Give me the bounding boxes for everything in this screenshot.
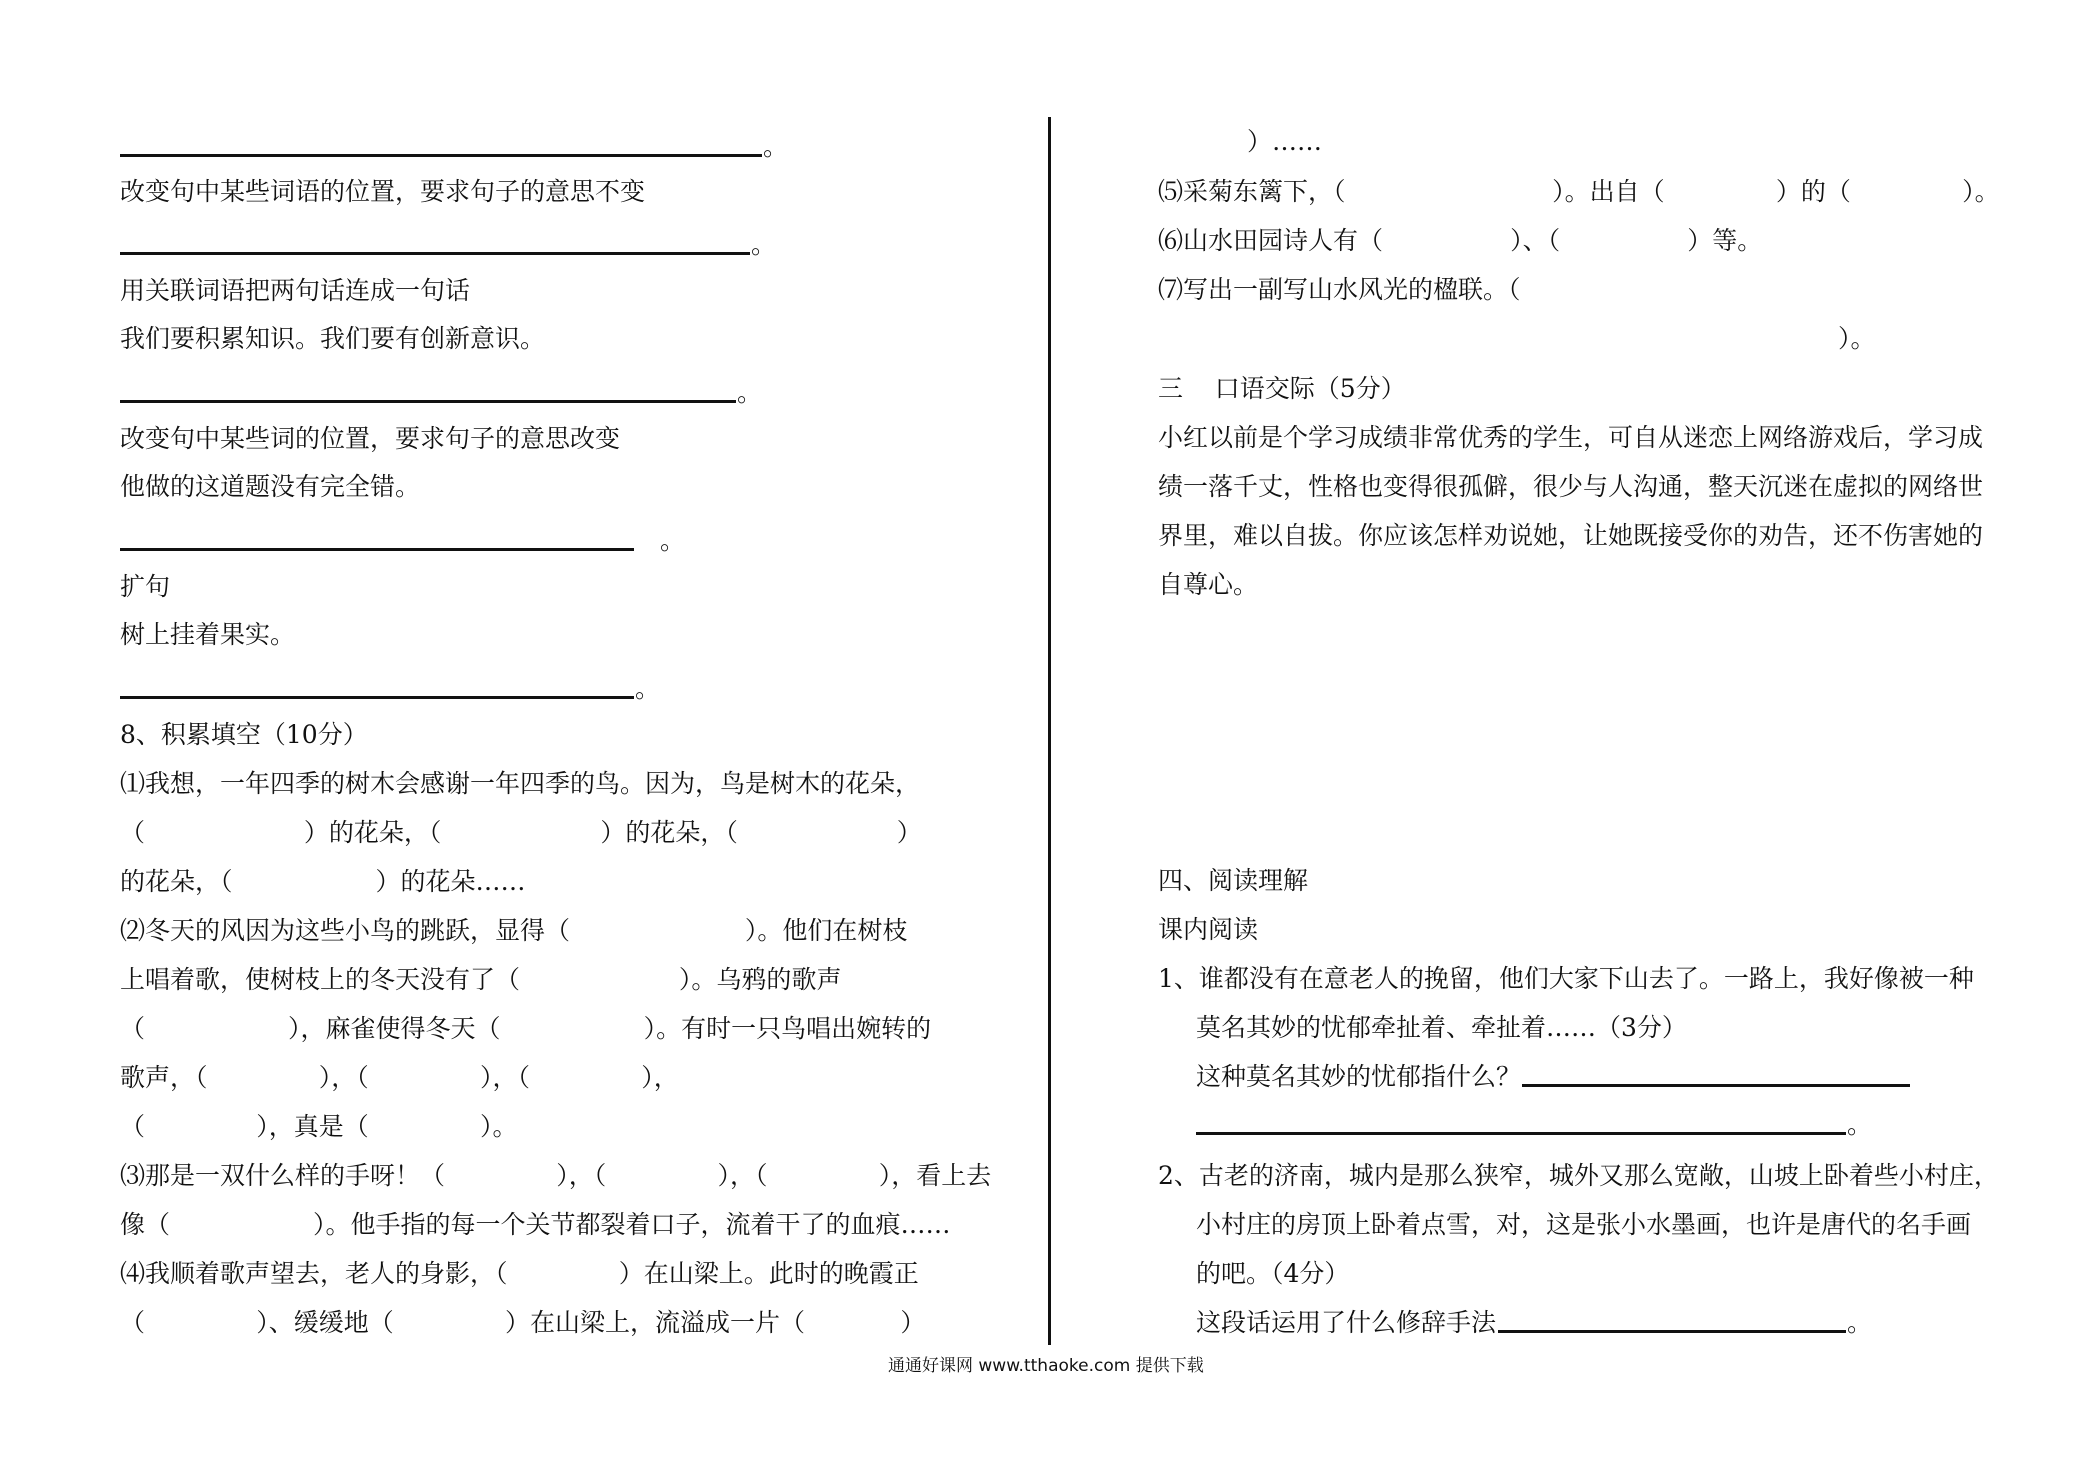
- question-instruction: 改变句中某些词语的位置，要求句子的意思不变: [120, 177, 646, 206]
- fill-in-text: 的花朵，（ ）的花朵……: [120, 867, 526, 896]
- fill-in-text: 像（ ）。他手指的每一个关节都裂着口子，流着干了的血痕……: [120, 1210, 951, 1239]
- question-sentence: 我们要积累知识。我们要有创新意识。: [120, 324, 546, 353]
- question-sentence: 他做的这道题没有完全错。: [120, 472, 421, 501]
- section-heading: 四、阅读理解: [1158, 866, 1309, 895]
- section-heading: 三 口语交际（5分）: [1158, 374, 1406, 403]
- fill-in-text: ）。: [1838, 324, 1876, 353]
- passage-text: 的吧。（4分）: [1196, 1259, 1350, 1288]
- passage-text: 1、谁都没有在意老人的挽留，他们大家下山去了。一路上，我好像被一种: [1158, 964, 1974, 993]
- answer-blank[interactable]: [1498, 1330, 1846, 1333]
- period-text: 。: [763, 132, 789, 161]
- period-text: 。: [635, 674, 661, 703]
- fill-in-text: （ ）、缓缓地（ ）在山梁上，流溢成一片（ ）: [120, 1308, 926, 1337]
- fill-in-text: ⑴我想，一年四季的树木会感谢一年四季的鸟。因为，鸟是树木的花朵，: [120, 769, 921, 798]
- period-text: 。: [737, 378, 763, 407]
- question-text: 这种莫名其妙的忧郁指什么？: [1196, 1062, 1522, 1091]
- answer-blank[interactable]: [120, 400, 736, 403]
- answer-blank[interactable]: [120, 696, 634, 699]
- passage-text: 小红以前是个学习成绩非常优秀的学生，可自从迷恋上网络游戏后，学习成: [1158, 423, 1984, 452]
- fill-in-text: 歌声，（ ），（ ），（ ），: [120, 1063, 679, 1092]
- fill-in-text: （ ）的花朵，（ ）的花朵，（ ）: [120, 818, 922, 847]
- fill-in-text: ）……: [1247, 127, 1323, 156]
- fill-in-text: （ ），真是（ ）。: [120, 1112, 518, 1141]
- column-divider: [1048, 117, 1051, 1345]
- fill-in-text: ⑺写出一副写山水风光的楹联。（: [1158, 275, 1521, 304]
- subsection-heading: 课内阅读: [1158, 915, 1259, 944]
- answer-blank[interactable]: [1522, 1084, 1910, 1087]
- passage-text: 莫名其妙的忧郁牵扯着、牵扯着……（3分）: [1196, 1013, 1687, 1042]
- fill-in-text: ⑶那是一双什么样的手呀！（ ），（ ），（ ），看上去: [120, 1161, 992, 1190]
- fill-in-text: ⑵冬天的风因为这些小鸟的跳跃，显得（ ）。他们在树枝: [120, 916, 908, 945]
- answer-blank[interactable]: [120, 252, 750, 255]
- period-text: 。: [660, 526, 686, 555]
- question-text: 这段话运用了什么修辞手法: [1196, 1308, 1497, 1337]
- fill-in-text: ⑸采菊东篱下，（ ）。出自（ ）的（ ）。: [1158, 177, 2000, 206]
- fill-in-text: （ ），麻雀使得冬天（ ）。有时一只鸟唱出婉转的: [120, 1014, 932, 1043]
- fill-in-text: ⑹山水田园诗人有（ ）、（ ）等。: [1158, 226, 1763, 255]
- answer-blank[interactable]: [120, 548, 634, 551]
- answer-blank[interactable]: [120, 154, 762, 157]
- footer-source: 通通好课网 www.tthaoke.com 提供下载: [888, 1356, 1204, 1376]
- fill-in-text: 上唱着歌，使树枝上的冬天没有了（ ）。乌鸦的歌声: [120, 965, 842, 994]
- question-instruction: 扩句: [120, 572, 171, 601]
- passage-text: 绩一落千丈，性格也变得很孤僻，很少与人沟通，整天沉迷在虚拟的网络世: [1158, 472, 1984, 501]
- passage-text: 界里，难以自拔。你应该怎样劝说她，让她既接受你的劝告，还不伤害她的: [1158, 521, 1984, 550]
- passage-text: 小村庄的房顶上卧着点雪，对，这是张小水墨画，也许是唐代的名手画: [1196, 1210, 1972, 1239]
- question-instruction: 用关联词语把两句话连成一句话: [120, 276, 471, 305]
- answer-blank[interactable]: [1196, 1132, 1846, 1135]
- passage-text: 2、古老的济南，城内是那么狭窄，城外又那么宽敞，山坡上卧着些小村庄，: [1158, 1161, 1999, 1190]
- question-instruction: 改变句中某些词的位置，要求句子的意思改变: [120, 424, 621, 453]
- section-heading: 8、积累填空（10分）: [120, 720, 368, 749]
- period-text: 。: [1847, 1110, 1873, 1139]
- period-text: 。: [1847, 1308, 1873, 1337]
- fill-in-text: ⑷我顺着歌声望去，老人的身影，（ ）在山梁上。此时的晚霞正: [120, 1259, 919, 1288]
- passage-text: 自尊心。: [1158, 570, 1259, 599]
- period-text: 。: [751, 230, 777, 259]
- question-sentence: 树上挂着果实。: [120, 620, 296, 649]
